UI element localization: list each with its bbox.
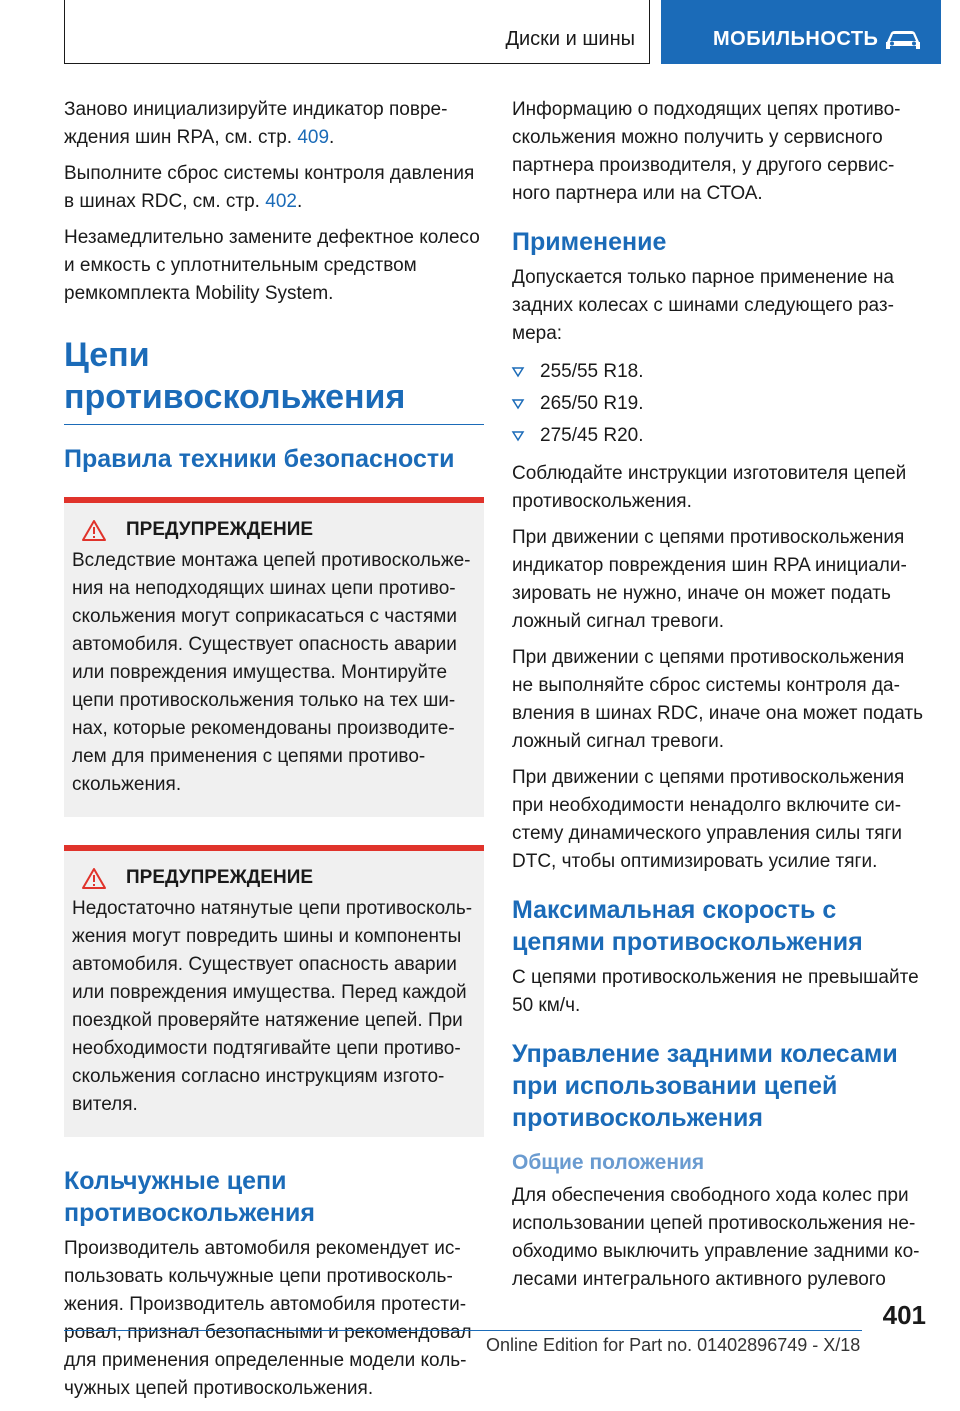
warning-title: ПРЕДУПРЕЖДЕНИЕ bbox=[126, 867, 314, 888]
subsection-heading: Управление задними колесами при использовании цепей противоскольжения bbox=[512, 1040, 898, 1132]
warning-text: Недостаточно натянутые цепи противосколь-жения могут повредить шины и компоненты автомобиля. Существует опасность аварии или повреждения имущества. Перед каждой поездкой проверяйте натяжение цепей. При необходимости подтягивайте цепи противо-скольжения согласно инструкциям изгото-вителя. bbox=[72, 898, 473, 1115]
tire-size-list bbox=[512, 356, 928, 452]
paragraph: С цепями противоскольжения не превышайте 50 км/ч. bbox=[512, 967, 919, 1016]
bullet-triangle-icon bbox=[512, 399, 524, 409]
list-item: 275/45 R20. bbox=[512, 420, 928, 452]
paragraph: Незамедлительно замените дефектное колесо и емкость с уплотнительным средством ремкомплекта Mobility System. bbox=[64, 227, 480, 304]
paragraph: Производитель автомобиля рекомендует ис-пользовать кольчужные цепи противосколь-жения. Производитель автомобиля протести-ровал, признал безопасными и рекомендовал для применения определенные модели коль-чужных цепей противоскольжения. bbox=[64, 1238, 472, 1399]
bullet-triangle-icon bbox=[512, 367, 524, 377]
header-section-title: Диски и шины bbox=[505, 28, 635, 50]
page-link-402[interactable]: 402 bbox=[265, 191, 297, 212]
header-chapter-tab[interactable] bbox=[661, 0, 941, 64]
paragraph: Соблюдайте инструкции изготовителя цепей противоскольжения. bbox=[512, 463, 907, 512]
warning-icon bbox=[82, 519, 106, 541]
minor-heading: Общие положения bbox=[512, 1151, 705, 1174]
warning-header bbox=[72, 867, 476, 889]
list-item: 265/50 R19. bbox=[512, 388, 928, 420]
header-section-box bbox=[64, 0, 650, 64]
paragraph: Информацию о подходящих цепях противо-скольжения можно получить у сервисного партнера производителя, у другого сервис-ного партнера или на СТОА. bbox=[512, 99, 901, 204]
footer-divider bbox=[64, 1330, 862, 1331]
paragraph: Для обеспечения свободного хода колес при использовании цепей противоскольжения не-обходимо выключить управление задними ко-лесами интегрального активного рулевого bbox=[512, 1185, 920, 1290]
header-chapter-title: МОБИЛЬНОСТЬ bbox=[713, 28, 879, 50]
paragraph: При движении с цепями противоскольжения не выполняйте сброс системы контроля да-вления в шинах RDC, иначе она может подать ложный сигнал тревоги. bbox=[512, 647, 923, 752]
left-column bbox=[64, 96, 484, 1411]
section-heading: Цепи противоскольжения bbox=[64, 334, 484, 425]
warning-box bbox=[64, 845, 484, 1137]
paragraph: Допускается только парное применение на задних колесах с шинами следующего раз-мера: bbox=[512, 267, 895, 344]
paragraph: При движении с цепями противоскольжения индикатор повреждения шин RPA инициали-зировать не нужно, иначе он может подать ложный сигнал тревоги. bbox=[512, 527, 907, 632]
warning-title: ПРЕДУПРЕЖДЕНИЕ bbox=[126, 519, 314, 540]
bullet-triangle-icon bbox=[512, 431, 524, 441]
footer-edition[interactable]: Online Edition for Part no. 01402896749 - X/18 bbox=[486, 1335, 861, 1355]
page-link-409[interactable]: 409 bbox=[297, 127, 330, 148]
warning-icon bbox=[82, 867, 106, 889]
paragraph: При движении с цепями противоскольжения при необходимости ненадолго включите си-стему динамического управления силы тяги DTC, чтобы оптимизировать усилие тяги. bbox=[512, 767, 905, 872]
right-column bbox=[512, 96, 928, 1302]
subsection-heading: Кольчужные цепи противоскольжения bbox=[64, 1167, 315, 1227]
paragraph: Заново инициализируйте индикатор повре-ждения шин RPA, см. стр. 409. bbox=[64, 99, 448, 148]
car-icon bbox=[883, 28, 923, 52]
subsection-heading: Применение bbox=[512, 228, 667, 256]
subsection-heading: Максимальная скорость с цепями противоскольжения bbox=[512, 896, 863, 956]
page-number: 401 bbox=[882, 1300, 926, 1330]
warning-box bbox=[64, 497, 484, 817]
warning-header bbox=[72, 519, 476, 541]
list-item: 255/55 R18. bbox=[512, 356, 928, 388]
paragraph: Выполните сброс системы контроля давления в шинах RDC, см. стр. 402. bbox=[64, 163, 475, 212]
subsection-heading: Правила техники безопасности bbox=[64, 445, 455, 473]
warning-text: Вследствие монтажа цепей противоскольже-ния на неподходящих шинах цепи противо-скольжения могут соприкасаться с частями автомобиля. Существует опасность аварии или повреждения имущества. Монтируйте цепи противоскольжения только на тех ши-нах, которые рекомендованы производите-лем для применения с цепями противо-скольжения. bbox=[72, 550, 471, 795]
